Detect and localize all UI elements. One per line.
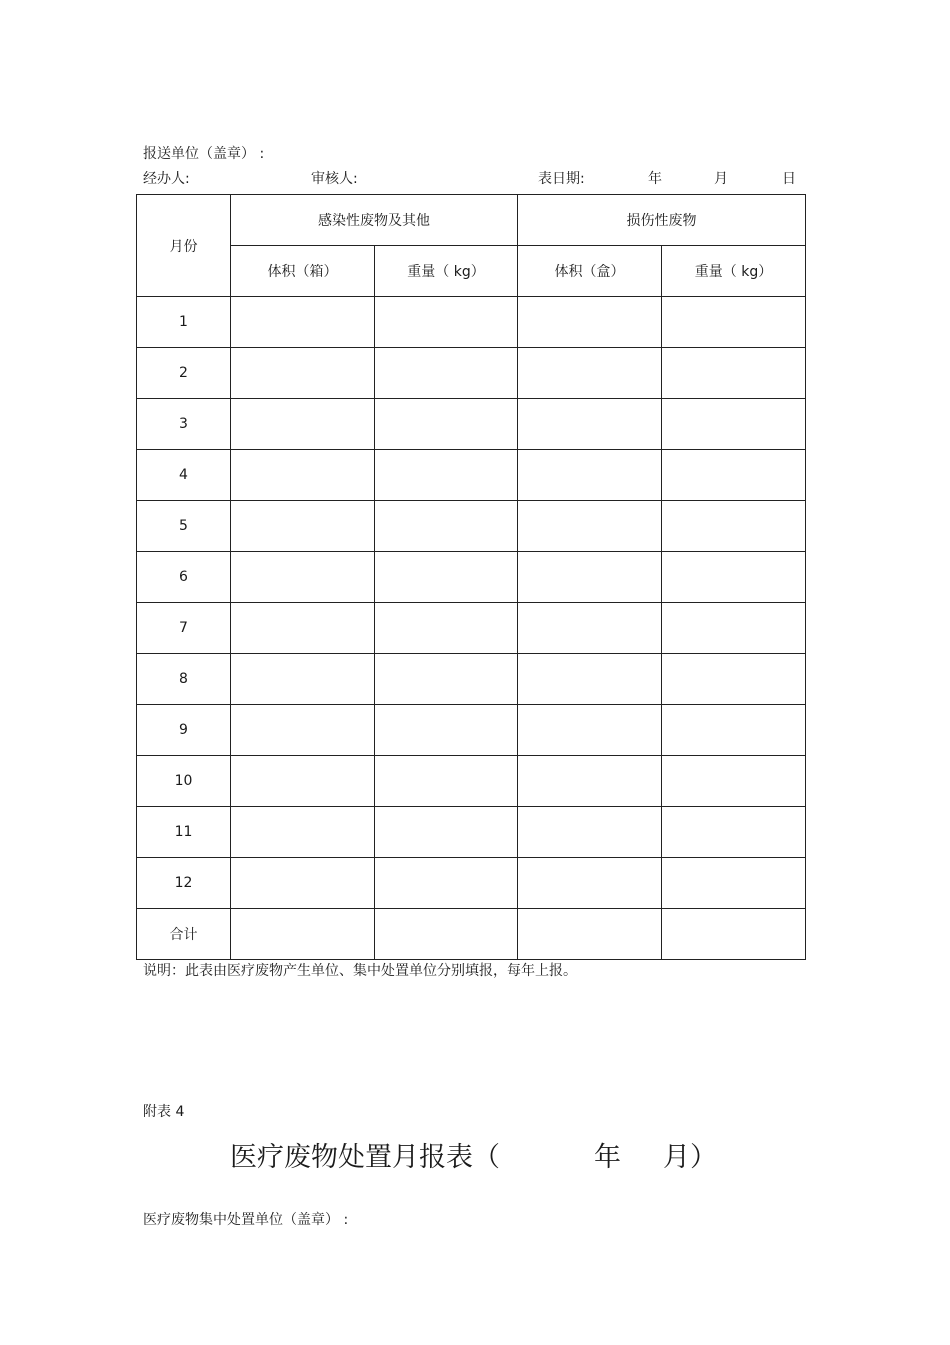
table-row bbox=[137, 501, 806, 552]
infectious-volume-cell[interactable] bbox=[231, 909, 375, 960]
sharps-weight-cell[interactable] bbox=[662, 450, 806, 501]
reviewer-label: 审核人: bbox=[311, 171, 358, 187]
infectious-weight-cell[interactable] bbox=[375, 603, 518, 654]
month-cell: 1 bbox=[137, 297, 231, 348]
infectious-volume-cell[interactable] bbox=[231, 501, 375, 552]
infectious-volume-cell[interactable] bbox=[231, 450, 375, 501]
title-year: 年 bbox=[594, 1142, 621, 1173]
infectious-volume-cell[interactable] bbox=[231, 858, 375, 909]
sharps-volume-header: 体积（盒） bbox=[518, 246, 662, 297]
infectious-weight-cell[interactable] bbox=[375, 705, 518, 756]
infectious-weight-cell[interactable] bbox=[375, 450, 518, 501]
date-month-label: 月 bbox=[714, 171, 728, 187]
date-year-label: 年 bbox=[648, 171, 662, 187]
sharps-volume-cell[interactable] bbox=[518, 501, 662, 552]
infectious-volume-header: 体积（箱） bbox=[231, 246, 375, 297]
date-day-label: 日 bbox=[782, 171, 796, 187]
infectious-weight-cell[interactable] bbox=[375, 909, 518, 960]
sharps-weight-cell[interactable] bbox=[662, 858, 806, 909]
month-cell: 2 bbox=[137, 348, 231, 399]
month-cell: 10 bbox=[137, 756, 231, 807]
infectious-weight-cell[interactable] bbox=[375, 858, 518, 909]
table-row bbox=[137, 807, 806, 858]
infectious-waste-header: 感染性废物及其他 bbox=[231, 195, 518, 246]
infectious-volume-cell[interactable] bbox=[231, 807, 375, 858]
sharps-volume-cell[interactable] bbox=[518, 552, 662, 603]
month-cell: 7 bbox=[137, 603, 231, 654]
table-row bbox=[137, 705, 806, 756]
sharps-weight-cell[interactable] bbox=[662, 297, 806, 348]
sharps-volume-cell[interactable] bbox=[518, 807, 662, 858]
infectious-weight-cell[interactable] bbox=[375, 501, 518, 552]
month-cell: 6 bbox=[137, 552, 231, 603]
month-cell: 5 bbox=[137, 501, 231, 552]
sharps-volume-cell[interactable] bbox=[518, 858, 662, 909]
disposal-unit-label: 医疗废物集中处置单位（盖章） : bbox=[143, 1212, 349, 1228]
infectious-volume-cell[interactable] bbox=[231, 654, 375, 705]
infectious-volume-cell[interactable] bbox=[231, 705, 375, 756]
sharps-volume-cell[interactable] bbox=[518, 348, 662, 399]
month-cell: 合计 bbox=[137, 909, 231, 960]
form-date-label: 表日期: bbox=[538, 171, 585, 187]
sharps-volume-cell[interactable] bbox=[518, 654, 662, 705]
title-month: 月） bbox=[663, 1142, 717, 1173]
table-row bbox=[137, 756, 806, 807]
sharps-weight-cell[interactable] bbox=[662, 348, 806, 399]
month-cell: 3 bbox=[137, 399, 231, 450]
sharps-weight-header: 重量（ kg） bbox=[662, 246, 806, 297]
infectious-weight-cell[interactable] bbox=[375, 348, 518, 399]
sharps-volume-cell[interactable] bbox=[518, 603, 662, 654]
table-row bbox=[137, 399, 806, 450]
sharps-waste-header: 损伤性废物 bbox=[518, 195, 806, 246]
month-column-header: 月份 bbox=[137, 195, 231, 297]
waste-report-table bbox=[136, 194, 806, 960]
handler-label: 经办人: bbox=[143, 171, 190, 187]
sharps-weight-cell[interactable] bbox=[662, 501, 806, 552]
table-row bbox=[137, 654, 806, 705]
table-row bbox=[137, 552, 806, 603]
sharps-volume-cell[interactable] bbox=[518, 756, 662, 807]
infectious-volume-cell[interactable] bbox=[231, 297, 375, 348]
table-row bbox=[137, 450, 806, 501]
table-row bbox=[137, 348, 806, 399]
table-row bbox=[137, 603, 806, 654]
reporting-unit-label: 报送单位（盖章） : bbox=[143, 146, 265, 162]
month-cell: 9 bbox=[137, 705, 231, 756]
month-cell: 12 bbox=[137, 858, 231, 909]
sharps-volume-cell[interactable] bbox=[518, 705, 662, 756]
sharps-weight-cell[interactable] bbox=[662, 603, 806, 654]
infectious-weight-cell[interactable] bbox=[375, 756, 518, 807]
sharps-weight-cell[interactable] bbox=[662, 399, 806, 450]
sharps-weight-cell[interactable] bbox=[662, 756, 806, 807]
table-row bbox=[137, 297, 806, 348]
appendix-label: 附表 4 bbox=[143, 1104, 185, 1120]
infectious-volume-cell[interactable] bbox=[231, 603, 375, 654]
infectious-weight-cell[interactable] bbox=[375, 297, 518, 348]
month-cell: 4 bbox=[137, 450, 231, 501]
infectious-weight-cell[interactable] bbox=[375, 399, 518, 450]
infectious-weight-cell[interactable] bbox=[375, 654, 518, 705]
sharps-weight-cell[interactable] bbox=[662, 552, 806, 603]
sharps-volume-cell[interactable] bbox=[518, 909, 662, 960]
month-cell: 11 bbox=[137, 807, 231, 858]
sharps-volume-cell[interactable] bbox=[518, 450, 662, 501]
sharps-volume-cell[interactable] bbox=[518, 297, 662, 348]
month-cell: 8 bbox=[137, 654, 231, 705]
monthly-report-title bbox=[230, 1141, 717, 1175]
sharps-volume-cell[interactable] bbox=[518, 399, 662, 450]
title-text: 医疗废物处置月报表（ bbox=[230, 1142, 500, 1173]
infectious-weight-header: 重量（ kg） bbox=[375, 246, 518, 297]
infectious-volume-cell[interactable] bbox=[231, 552, 375, 603]
sharps-weight-cell[interactable] bbox=[662, 807, 806, 858]
table-row bbox=[137, 909, 806, 960]
infectious-volume-cell[interactable] bbox=[231, 399, 375, 450]
table-note: 说明：此表由医疗废物产生单位、集中处置单位分别填报，每年上报。 bbox=[143, 963, 577, 979]
sharps-weight-cell[interactable] bbox=[662, 705, 806, 756]
infectious-weight-cell[interactable] bbox=[375, 807, 518, 858]
table-row bbox=[137, 858, 806, 909]
infectious-volume-cell[interactable] bbox=[231, 756, 375, 807]
sharps-weight-cell[interactable] bbox=[662, 909, 806, 960]
infectious-weight-cell[interactable] bbox=[375, 552, 518, 603]
infectious-volume-cell[interactable] bbox=[231, 348, 375, 399]
sharps-weight-cell[interactable] bbox=[662, 654, 806, 705]
